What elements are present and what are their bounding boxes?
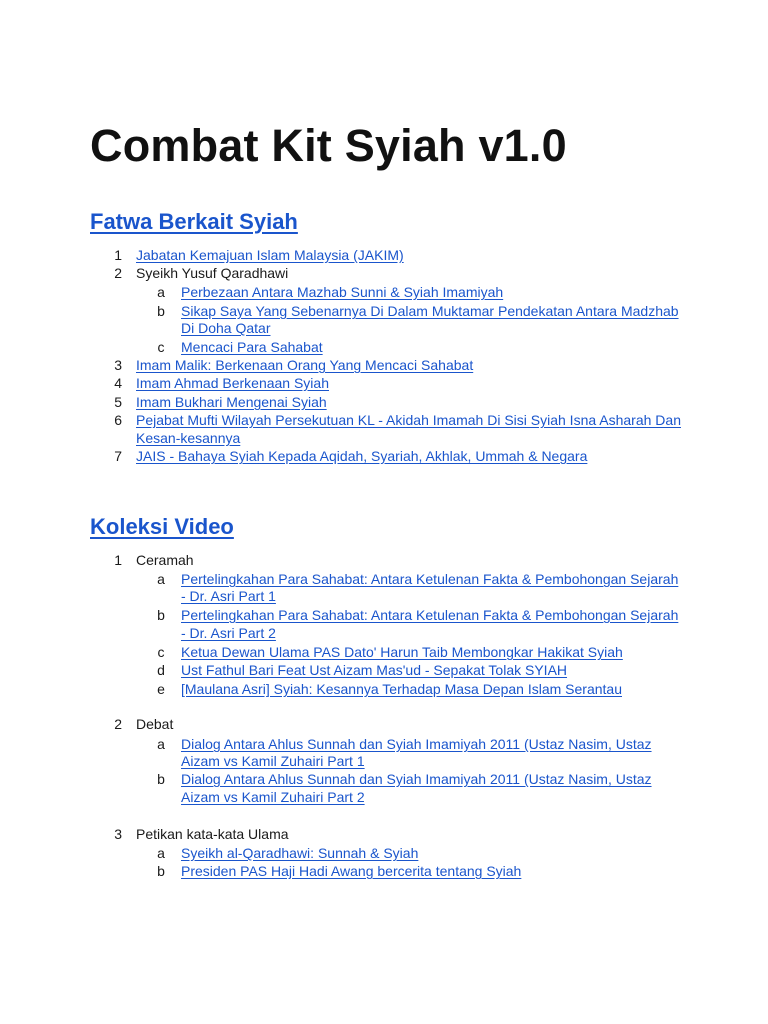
item-link[interactable]: - Dr. Asri Part 1 [181,588,276,604]
item-label: Petikan kata-kata Ulama [136,826,289,842]
item-link[interactable]: Pejabat Mufti Wilayah Persekutuan KL - Akidah Imamah Di Sisi Syiah Isna Asharah Dan [136,412,681,428]
item-link[interactable]: Kesan-kesannya [136,430,241,446]
item-link[interactable]: Imam Malik: Berkenaan Orang Yang Mencaci Sahabat [136,357,474,373]
item-link[interactable]: Syeikh al-Qaradhawi: Sunnah & Syiah [181,845,419,861]
item-letter: a [157,284,165,300]
item-link[interactable]: [Maulana Asri] Syiah: Kesannya Terhadap Masa Depan Islam Serantau [181,681,622,697]
item-link[interactable]: Presiden PAS Haji Hadi Awang bercerita tentang Syiah [181,863,522,879]
item-link[interactable]: - Dr. Asri Part 2 [181,625,276,641]
item-number: 5 [114,394,122,410]
item-letter: b [157,771,165,787]
item-number: 1 [114,247,122,263]
item-link[interactable]: Ketua Dewan Ulama PAS Dato' Harun Taib Membongkar Hakikat Syiah [181,644,623,660]
item-label: Ceramah [136,552,194,568]
item-letter: b [157,303,165,319]
item-link[interactable]: Sikap Saya Yang Sebenarnya Di Dalam Muktamar Pendekatan Antara Madzhab [181,303,679,319]
item-letter: a [157,571,165,587]
section-heading-video: Koleksi Video [90,514,234,539]
item-number: 3 [114,826,122,842]
item-number: 4 [114,375,122,391]
item-link[interactable]: Aizam vs Kamil Zuhairi Part 1 [181,753,365,769]
item-number: 2 [114,265,122,281]
item-link[interactable]: Ust Fathul Bari Feat Ust Aizam Mas'ud - Sepakat Tolak SYIAH [181,662,568,678]
item-letter: d [157,662,165,678]
item-link[interactable]: Imam Bukhari Mengenai Syiah [136,394,327,410]
item-number: 2 [114,716,122,732]
item-letter: c [157,644,165,660]
item-letter: a [157,845,165,861]
item-link[interactable]: Perbezaan Antara Mazhab Sunni & Syiah Imamiyah [181,284,504,300]
item-link[interactable]: Pertelingkahan Para Sahabat: Antara Ketulenan Fakta & Pembohongan Sejarah [181,607,679,623]
item-letter: e [157,681,165,697]
item-link[interactable]: Dialog Antara Ahlus Sunnah dan Syiah Imamiyah 2011 (Ustaz Nasim, Ustaz [181,771,652,787]
item-number: 6 [114,412,122,428]
item-label: Syeikh Yusuf Qaradhawi [136,265,289,281]
item-number: 1 [114,552,122,568]
section-heading-fatwa: Fatwa Berkait Syiah [90,209,298,234]
item-number: 7 [114,448,122,464]
item-link[interactable]: Aizam vs Kamil Zuhairi Part 2 [181,789,365,805]
item-link[interactable]: Pertelingkahan Para Sahabat: Antara Ketulenan Fakta & Pembohongan Sejarah [181,571,679,587]
item-number: 3 [114,357,122,373]
item-link[interactable]: Dialog Antara Ahlus Sunnah dan Syiah Imamiyah 2011 (Ustaz Nasim, Ustaz [181,736,652,752]
page-title: Combat Kit Syiah v1.0 [90,120,567,171]
item-link[interactable]: Jabatan Kemajuan Islam Malaysia (JAKIM) [136,247,404,263]
item-letter: c [157,339,165,355]
item-letter: b [157,863,165,879]
item-link[interactable]: Imam Ahmad Berkenaan Syiah [136,375,329,391]
item-link[interactable]: Di Doha Qatar [181,320,271,336]
item-letter: b [157,607,165,623]
item-letter: a [157,736,165,752]
item-label: Debat [136,716,174,732]
item-link[interactable]: Mencaci Para Sahabat [181,339,323,355]
item-link[interactable]: JAIS - Bahaya Syiah Kepada Aqidah, Syariah, Akhlak, Ummah & Negara [136,448,588,464]
